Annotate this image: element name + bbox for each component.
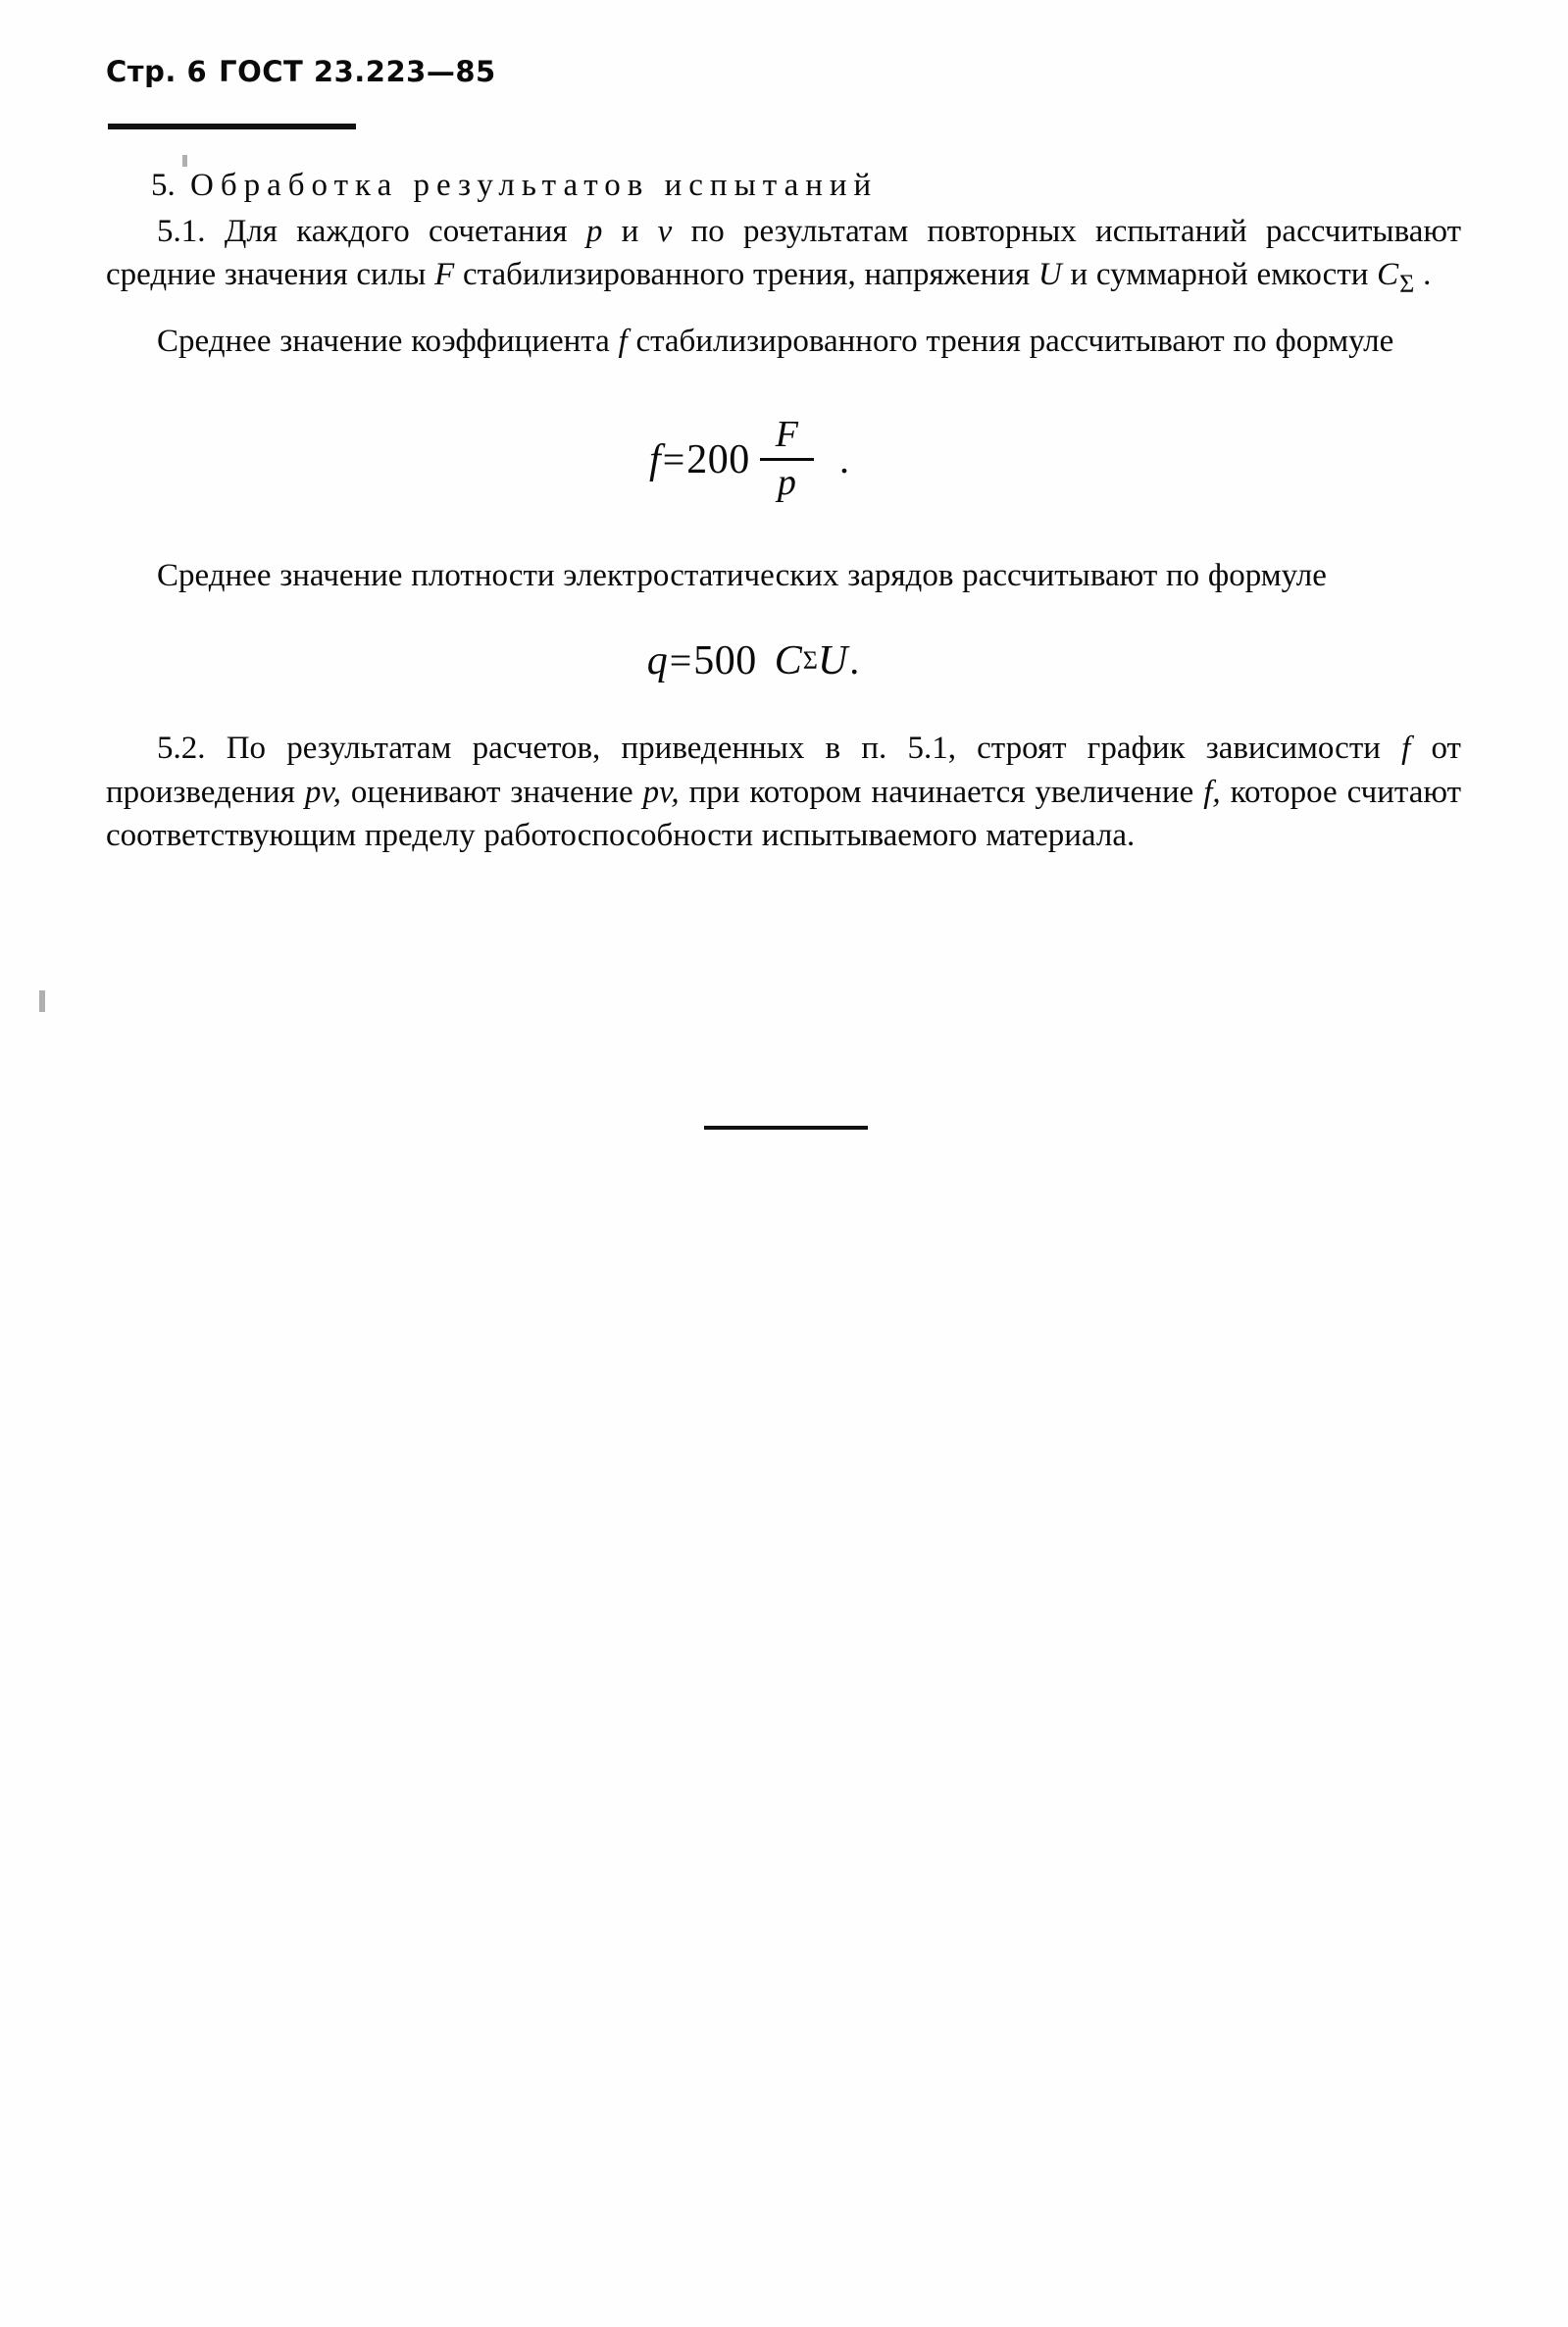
paragraph-friction-intro (106, 320, 1461, 363)
scan-speck (39, 990, 45, 1012)
p52-text-c: оценивают значение (340, 774, 643, 810)
formula-friction-row (649, 416, 849, 503)
variable-pv-first: pv, (304, 774, 341, 810)
header-divider-rule (108, 124, 356, 129)
pf-text-a: Среднее значение коэффициента (157, 323, 619, 359)
variable-p: p (585, 213, 603, 249)
formula-friction-fraction (760, 416, 814, 503)
fraction-bar (760, 458, 814, 461)
formula-charge (106, 640, 1461, 682)
p51-text-f: . (1414, 256, 1432, 292)
formula-charge-coefficient: 500 (693, 638, 757, 684)
variable-C: C (1377, 256, 1399, 292)
formula-friction-result: f (649, 436, 661, 482)
p51-text-c: по результатам повторных испытаний рассчитывают средние значения силы (106, 213, 1461, 292)
running-header (106, 55, 496, 88)
pq-text: Среднее значение плотности электростатических зарядов рассчитывают по формуле (157, 558, 1327, 594)
formula-charge-period: . (849, 638, 860, 683)
pf-text-b: стабилизированного трения рассчитывают по формуле (627, 323, 1394, 359)
section-heading-title: Обработка результатов испытаний (190, 168, 879, 203)
formula-charge-capacitance: C (774, 638, 802, 684)
text-column (106, 165, 1461, 858)
standard-designation: ГОСТ 23.223—85 (219, 55, 496, 88)
variable-f: f (618, 323, 628, 359)
section-heading-number: 5. (151, 168, 176, 203)
paragraph-charge-intro (106, 554, 1461, 597)
formula-charge-subscript-sigma: Σ (802, 646, 818, 676)
clause-number-5-1: 5.1. (157, 213, 225, 249)
p51-text-b: и (602, 213, 658, 249)
p52-text-d: при котором начинается увеличение (679, 774, 1204, 810)
section-end-divider-rule (704, 1126, 868, 1130)
variable-pv-second: pv, (642, 774, 680, 810)
variable-f-second: f, (1203, 774, 1221, 810)
formula-charge-voltage: U (817, 638, 848, 684)
formula-charge-equals: = (669, 638, 692, 683)
p51-text-a: Для каждого сочетания (224, 213, 586, 249)
clause-number-5-2: 5.2. (157, 731, 227, 767)
p52-text-e: которое считают соответствующим пределу работоспособности испытываемого материала. (106, 774, 1461, 854)
subscript-sigma: Σ (1399, 269, 1415, 298)
formula-friction-equals: = (662, 436, 685, 481)
variable-v: v (657, 213, 673, 249)
formula-friction-numerator: F (775, 414, 798, 456)
paragraph-5-1 (106, 210, 1461, 302)
formula-charge-result: q (646, 638, 668, 684)
formula-friction (106, 416, 1461, 503)
formula-friction-period: . (838, 436, 849, 481)
variable-U: U (1037, 256, 1062, 292)
formula-charge-row (647, 640, 862, 682)
section-heading (151, 165, 1461, 208)
p51-text-d: стабилизированного трения, напряжения (454, 256, 1038, 292)
formula-friction-coefficient: 200 (686, 436, 750, 482)
page-number-label: Стр. 6 (106, 55, 208, 88)
paragraph-5-2 (106, 727, 1461, 857)
p52-text-b: от произведения (106, 731, 1461, 810)
p51-text-e: и суммарной емкости (1061, 256, 1378, 292)
variable-f-first: f (1401, 731, 1411, 767)
variable-F: F (434, 256, 455, 292)
formula-friction-denominator: p (777, 462, 796, 504)
p52-text-a: По результатам расчетов, приведенных в п. 5.1, строят график зависимости (226, 731, 1402, 767)
